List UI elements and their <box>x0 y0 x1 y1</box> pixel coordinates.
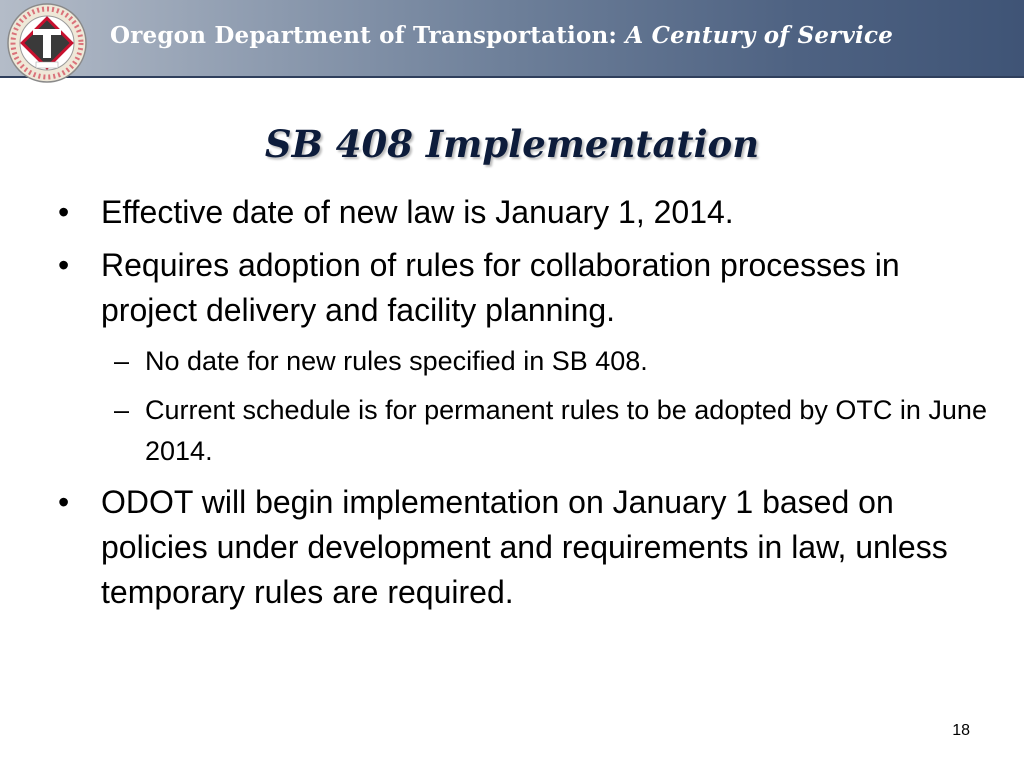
sub-bullet-item <box>58 390 998 472</box>
bullet-item <box>58 480 998 615</box>
bullet-marker: • <box>58 247 70 283</box>
header-agency: Oregon Department of Transportation: <box>110 22 618 49</box>
bullet-text: Effective date of new law is January 1, 2014. <box>101 194 734 230</box>
sub-bullet-item <box>58 341 998 382</box>
header-title <box>110 22 893 49</box>
sub-bullet-marker: – <box>114 346 130 376</box>
bullet-item <box>58 243 998 333</box>
header-divider <box>0 76 1024 78</box>
bullet-marker: • <box>58 194 70 230</box>
sub-bullet-marker: – <box>114 395 130 425</box>
header-tagline: A Century of Service <box>625 22 894 49</box>
bullet-item <box>58 190 998 235</box>
sub-bullet-text: No date for new rules specified in SB 408. <box>145 346 648 376</box>
bullet-list <box>58 190 998 623</box>
bullet-text: Requires adoption of rules for collaboration processes in project delivery and facility planning. <box>101 247 900 328</box>
slide-title: SB 408 Implementation <box>264 122 760 166</box>
odot-seal-logo <box>6 2 88 84</box>
bullet-text: ODOT will begin implementation on January 1 based on policies under development and requirements in law, unless temporary rules are required. <box>101 484 948 610</box>
page-number: 18 <box>952 722 970 739</box>
bullet-marker: • <box>58 484 70 520</box>
sub-bullet-text: Current schedule is for permanent rules to be adopted by OTC in June 2014. <box>145 395 987 466</box>
